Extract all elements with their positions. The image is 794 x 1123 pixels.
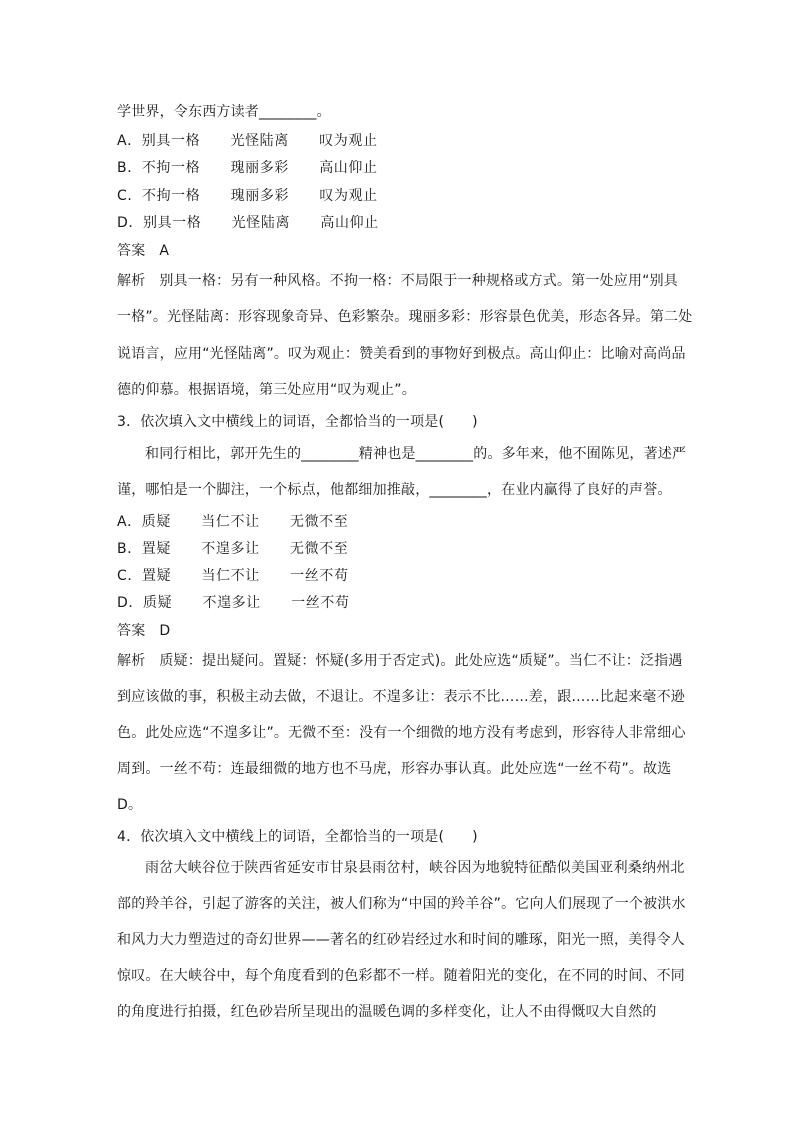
explanation-line: 一格”。光怪陆离：形容现象奇异、色彩繁杂。瑰丽多彩：形容景色优美，形态各异。第二处 [117, 309, 693, 325]
option-d: D．别具一格 光怪陆离 高山仰止 [117, 215, 379, 231]
explanation-line: 到应该做的事，积极主动去做，不退让。不遑多让：表示不比……差，跟……比起来毫不逊 [117, 689, 685, 705]
answer-line: 答案 A [117, 243, 170, 259]
explanation-line: 说语言，应用“光怪陆离”。叹为观止：赞美看到的事物好到极点。高山仰止：比喻对高尚品 [117, 346, 686, 362]
explanation-line: 解析 质疑：提出疑问。置疑：怀疑(多用于否定式)。此处应选“质疑”。当仁不让：泛指遇 [117, 653, 683, 669]
option-d: D．质疑 不遑多让 一丝不苟 [117, 595, 350, 611]
explanation-line: D。 [117, 797, 143, 813]
option-a: A．质疑 当仁不让 无微不至 [117, 514, 349, 530]
explanation-line: 色。此处应选“不遑多让”。无微不至：没有一个细微的地方没有考虑到，形容待人非常细心 [117, 725, 686, 741]
question-title: 4．依次填入文中横线上的词语，全都恰当的一项是( ) [117, 829, 478, 845]
question-passage-line: 雨岔大峡谷位于陕西省延安市甘泉县雨岔村，峡谷因为地貌特征酷似美国亚利桑纳州北 [145, 860, 685, 876]
question-passage-line: 和同行相比，郭开先生的________精神也是________的。多年来，他不囿陈见，著述严 [145, 446, 687, 462]
explanation-line: 解析 别具一格：另有一种风格。不拘一格：不局限于一种规格或方式。第一处应用“别具 [117, 273, 679, 289]
option-c: C．不拘一格 瑰丽多彩 叹为观止 [117, 188, 378, 204]
question-title: 3．依次填入文中横线上的词语，全都恰当的一项是( ) [117, 414, 478, 430]
question-passage-line: 部的羚羊谷，引起了游客的关注，被人们称为“中国的羚羊谷”。它向人们展现了一个被洪水 [117, 896, 686, 912]
question-passage-line: 的角度进行拍摄，红色砂岩所呈现出的温暖色调的多样变化，让人不由得慨叹大自然的 [117, 1004, 657, 1020]
passage-line: 学世界，令东西方读者________。 [117, 104, 331, 120]
explanation-line: 德的仰慕。根据语境，第三处应用“叹为观止”。 [117, 382, 416, 398]
explanation-line: 周到。一丝不苟：连最细微的地方也不马虎，形容办事认真。此处应选“一丝不苟”。故选 [117, 761, 672, 777]
question-passage-line: 和风力大力塑造过的奇幻世界——著名的红砂岩经过水和时间的雕琢，阳光一照，美得令人 [117, 932, 685, 948]
option-a: A．别具一格 光怪陆离 叹为观止 [117, 133, 378, 149]
option-b: B．置疑 不遑多让 无微不至 [117, 541, 349, 557]
question-passage-line: 惊叹。在大峡谷中，每个角度看到的色彩都不一样。随着阳光的变化，在不同的时间、不同 [117, 968, 685, 984]
option-b: B．不拘一格 瑰丽多彩 高山仰止 [117, 160, 378, 176]
option-c: C．置疑 当仁不让 一丝不苟 [117, 568, 349, 584]
answer-line: 答案 D [117, 623, 171, 639]
question-passage-line: 谨，哪怕是一个脚注，一个标点，他都细加推敲，________，在业内赢得了良好的声誉。 [117, 482, 672, 498]
